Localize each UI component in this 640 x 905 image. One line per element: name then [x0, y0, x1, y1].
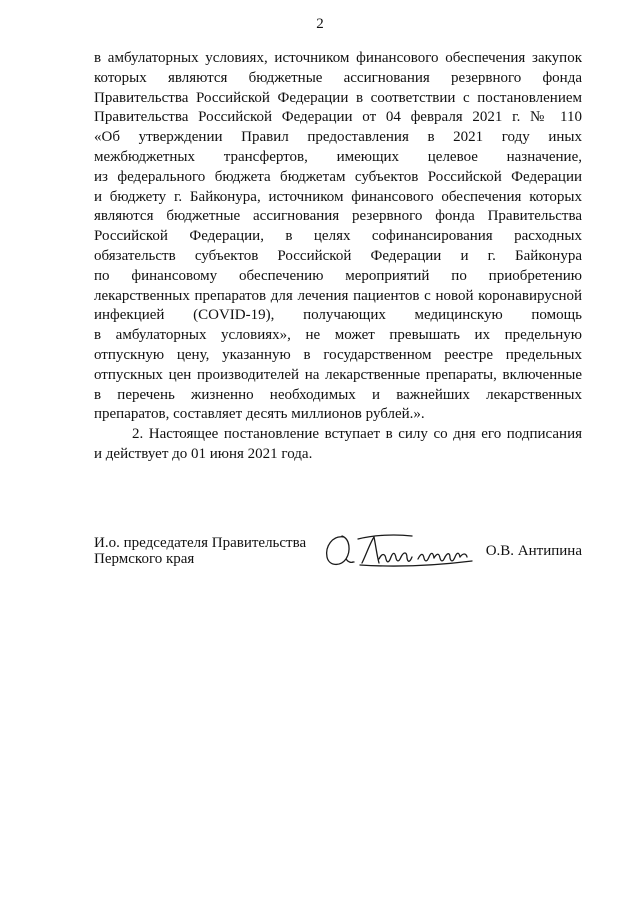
- text-line: которых являются бюджетные ассигнования резервного фонда: [94, 69, 582, 86]
- text-line: межбюджетных трансфертов, имеющих целевое назначение,: [94, 148, 582, 165]
- text-line: Правительства Российской Федерации в соответствии с постановлением: [94, 89, 582, 106]
- signature-block: [94, 535, 582, 585]
- text-line: и бюджету г. Байконура, источником финансового обеспечения которых: [94, 188, 582, 205]
- signatory-name: О.В. Антипина: [485, 543, 582, 559]
- text-line: из федерального бюджета бюджетам субъектов Российской Федерации: [94, 168, 582, 185]
- text-line: препаратов, составляет десять миллионов рублей.».: [94, 406, 425, 423]
- text-line: инфекцией (COVID-19), получающих медицинскую помощь: [94, 307, 582, 324]
- text-line: обязательств субъектов Российской Федерации и г. Байконура: [94, 247, 582, 264]
- text-line: Правительства Российской Федерации от 04 февраля 2021 г. № 110: [94, 109, 582, 126]
- text-line: лекарственных препаратов для лечения пациентов с новой коронавирусной: [94, 287, 582, 304]
- text-line: по финансовому обеспечению мероприятий по приобретению: [94, 267, 582, 284]
- text-line: отпускную цену, указанную в государственном реестре предельных: [94, 346, 582, 363]
- signatory-title: [94, 535, 306, 567]
- page-number: 2: [316, 16, 324, 32]
- paragraph-1: [94, 49, 582, 425]
- text-line: в амбулаторных условиях», не может превышать их предельную: [94, 327, 582, 344]
- signatory-title-line: И.о. председателя Правительства: [94, 535, 307, 551]
- document-body: [94, 49, 582, 465]
- text-line: Российской Федерации, в целях софинансирования расходных: [94, 228, 582, 245]
- text-line: и действует до 01 июня 2021 года.: [94, 445, 313, 462]
- text-line: в перечень жизненно необходимых и важнейших лекарственных: [94, 386, 582, 403]
- text-line: 2. Настоящее постановление вступает в силу со дня его подписания: [132, 426, 582, 443]
- text-line: являются бюджетные ассигнования резервного фонда Правительства: [94, 208, 582, 225]
- text-line: «Об утверждении Правил предоставления в 2021 году иных: [94, 129, 582, 146]
- text-line: отпускных цен производителей на лекарственные препараты, включенные: [94, 366, 582, 383]
- text-line: в амбулаторных условиях, источником финансового обеспечения закупок: [94, 50, 582, 66]
- handwritten-signature: [322, 529, 492, 571]
- signatory-title-line: Пермского края: [94, 551, 195, 567]
- paragraph-2: [94, 425, 582, 465]
